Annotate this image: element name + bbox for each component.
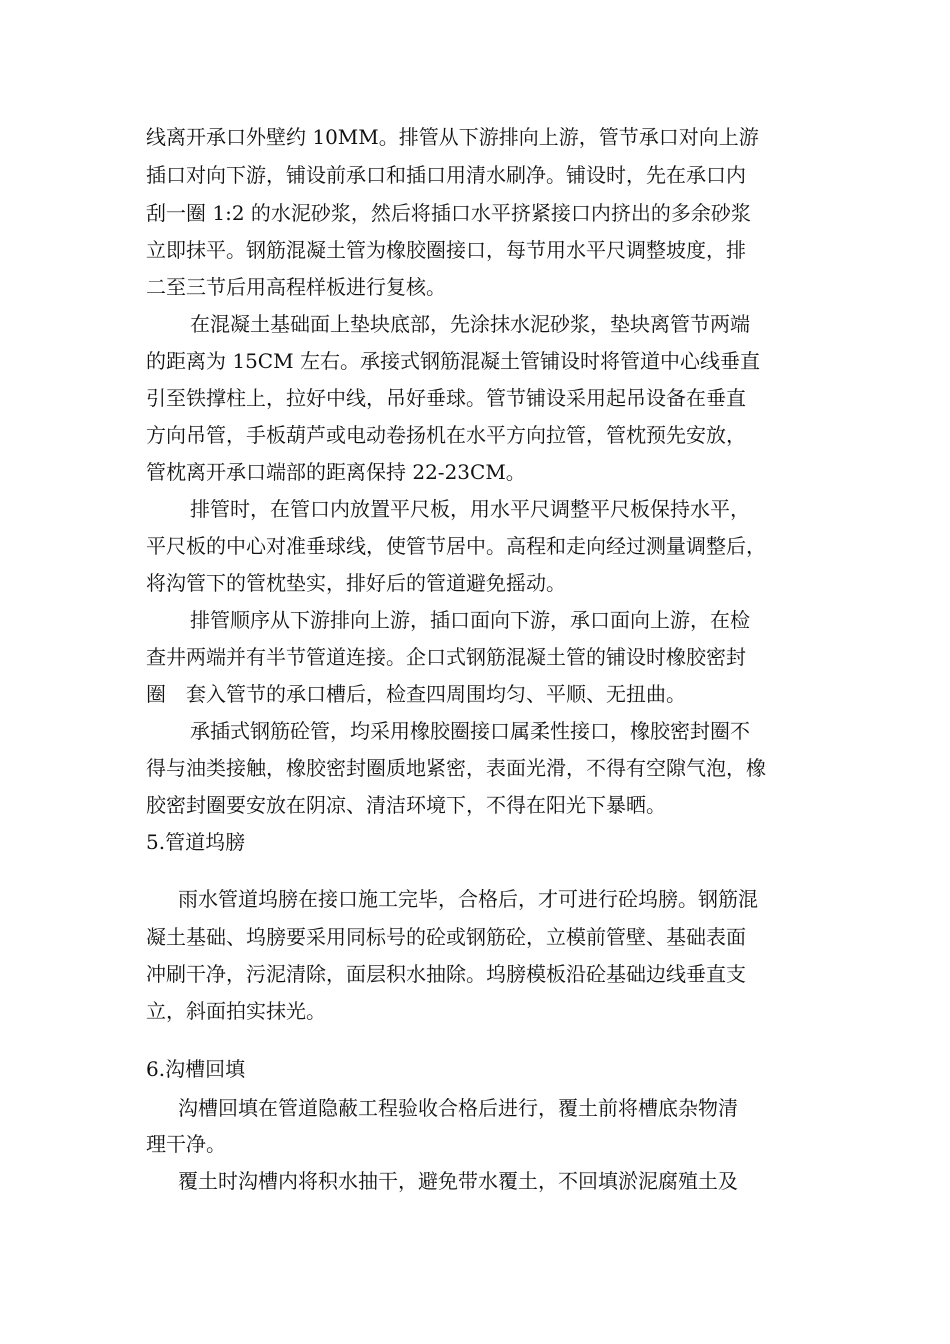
text-line: 管枕离开承口端部的距离保持 22-23CM。 xyxy=(146,460,526,484)
text-line: 立，斜面拍实抹光。 xyxy=(146,999,326,1023)
text-line: 覆土时沟槽内将积水抽干，避免带水覆土，不回填淤泥腐殖土及 xyxy=(178,1169,738,1193)
text-line: 雨水管道坞膀在接口施工完毕，合格后，才可进行砼坞膀。钢筋混 xyxy=(178,887,758,911)
text-line: 排管时，在管口内放置平尺板，用水平尺调整平尺板保持水平， xyxy=(190,497,750,521)
text-line: 得与油类接触，橡胶密封圈质地紧密，表面光滑，不得有空隙气泡，橡 xyxy=(146,756,766,780)
text-line: 理干净。 xyxy=(146,1132,226,1156)
text-line: 二至三节后用高程样板进行复核。 xyxy=(146,275,446,299)
text-line: 查井两端并有半节管道连接。企口式钢筋混凝土管的铺设时橡胶密封 xyxy=(146,645,746,669)
text-line: 引至铁撑柱上，拉好中线，吊好垂球。管节铺设采用起吊设备在垂直 xyxy=(146,386,746,410)
text-line: 插口对向下游，铺设前承口和插口用清水刷净。铺设时，先在承口内 xyxy=(146,163,746,187)
text-line: 方向吊管，手板葫芦或电动卷扬机在水平方向拉管，管枕预先安放， xyxy=(146,423,746,447)
text-line: 承插式钢筋砼管，均采用橡胶圈接口属柔性接口，橡胶密封圈不 xyxy=(190,719,750,743)
text-line: 沟槽回填在管道隐蔽工程验收合格后进行，覆土前将槽底杂物清 xyxy=(178,1096,738,1120)
text-line: 线离开承口外壁约 10MM。排管从下游排向上游，管节承口对向上游 xyxy=(146,125,759,149)
text-line: 凝土基础、坞膀要采用同标号的砼或钢筋砼，立模前管壁、基础表面 xyxy=(146,925,746,949)
text-line: 冲刷干净，污泥清除，面层积水抽除。坞膀模板沿砼基础边线垂直支 xyxy=(146,962,746,986)
section-heading: 6.沟槽回填 xyxy=(146,1057,246,1081)
section-heading: 5.管道坞膀 xyxy=(146,830,246,854)
text-line: 将沟管下的管枕垫实，排好后的管道避免摇动。 xyxy=(146,571,566,595)
text-line: 在混凝土基础面上垫块底部，先涂抹水泥砂浆，垫块离管节两端 xyxy=(190,312,750,336)
text-line: 圈 套入管节的承口槽后，检查四周围均匀、平顺、无扭曲。 xyxy=(146,682,686,706)
text-line: 刮一圈 1:2 的水泥砂浆，然后将插口水平挤紧接口内挤出的多余砂浆 xyxy=(146,201,751,225)
text-line: 立即抹平。钢筋混凝土管为橡胶圈接口，每节用水平尺调整坡度，排 xyxy=(146,238,746,262)
text-line: 排管顺序从下游排向上游，插口面向下游，承口面向上游，在检 xyxy=(190,608,750,632)
text-line: 平尺板的中心对准垂球线，使管节居中。高程和走向经过测量调整后， xyxy=(146,534,766,558)
text-line: 的距离为 15CM 左右。承接式钢筋混凝土管铺设时将管道中心线垂直 xyxy=(146,349,760,373)
text-line: 胶密封圈要安放在阴凉、清洁环境下，不得在阳光下暴晒。 xyxy=(146,793,666,817)
